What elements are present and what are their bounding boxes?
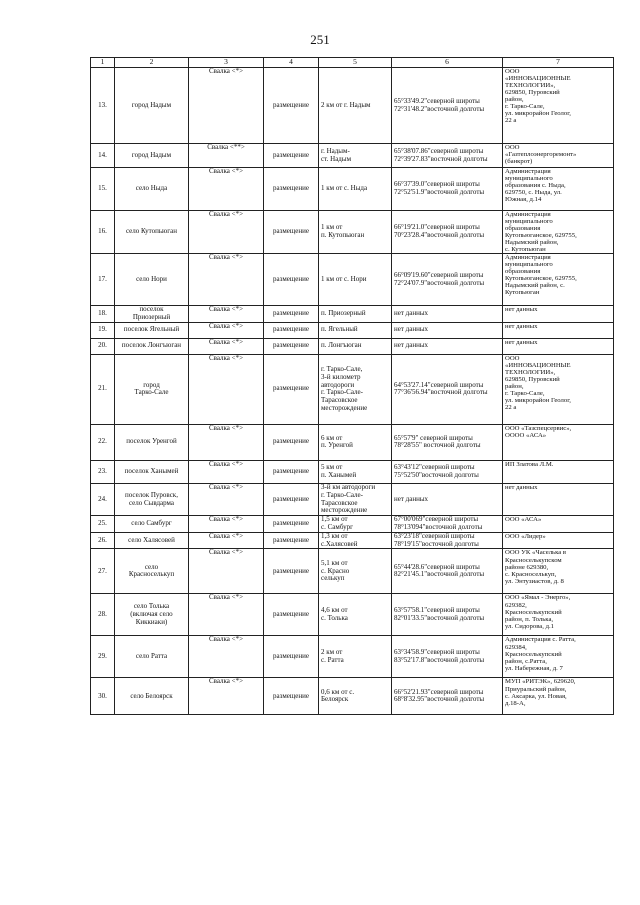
row-number-cell: 30. [91,678,115,715]
settlement-name-cell: село Красноселькуп [115,549,189,594]
purpose-cell: размещение [264,678,319,715]
operator-cell: ООО «Газтеплоэнергоремонт» (банкрот) [503,144,614,168]
location-cell: 0,6 км от с. Белоярск [319,678,392,715]
purpose-cell: размещение [264,211,319,254]
settlement-name-cell: город Надым [115,144,189,168]
settlement-name-cell: город Надым [115,68,189,144]
row-number-cell: 28. [91,594,115,636]
object-type-cell: Свалка <*> [189,532,264,549]
operator-cell: Администрация муниципального образования Кутопьюганское, 629755, Надымский район, с. Кутопьюган [503,254,614,306]
row-number-cell: 21. [91,354,115,424]
row-number-cell: 14. [91,144,115,168]
row-number-cell: 17. [91,254,115,306]
settlement-name-cell: село Ныда [115,168,189,211]
object-type-cell: Свалка <*> [189,636,264,678]
location-cell: 2 км от г. Надым [319,68,392,144]
operator-cell: нет данных [503,338,614,354]
table-row [91,516,614,533]
location-cell: п. Лонгъюган [319,338,392,354]
location-cell: 6 км от п. Уренгой [319,424,392,460]
col-header-4: 4 [264,58,319,68]
object-type-cell: Свалка <*> [189,306,264,323]
object-type-cell: Свалка <**> [189,144,264,168]
object-type-cell: Свалка <*> [189,211,264,254]
row-number-cell: 23. [91,460,115,483]
settlement-name-cell: село Халясовей [115,532,189,549]
header-row [91,58,614,68]
table-row [91,636,614,678]
location-cell: 5,1 км от с. Красно селькуп [319,549,392,594]
col-header-3: 3 [189,58,264,68]
col-header-7: 7 [503,58,614,68]
settlement-name-cell: село Нори [115,254,189,306]
table-row [91,594,614,636]
location-cell: г. Надым- ст. Надым [319,144,392,168]
table-row [91,354,614,424]
purpose-cell: размещение [264,636,319,678]
location-cell: 1 км от с. Ныда [319,168,392,211]
location-cell: 1,5 км от с. Самбург [319,516,392,533]
operator-cell: ООО «Лидер» [503,532,614,549]
table-row [91,168,614,211]
row-number-cell: 27. [91,549,115,594]
coordinates-cell: 63°57'58.1"северной широты 82°01'33.5"восточной долготы [392,594,503,636]
settlement-name-cell: село Ратта [115,636,189,678]
purpose-cell: размещение [264,516,319,533]
coordinates-cell: нет данных [392,338,503,354]
operator-cell: ООО «Тазспецсервис», ОООО «АСА» [503,424,614,460]
operator-cell: нет данных [503,306,614,323]
row-number-cell: 19. [91,322,115,338]
settlement-name-cell: поселок Ягельный [115,322,189,338]
coordinates-cell: 67°00'069"северной широты 78°13'094"восточной долготы [392,516,503,533]
settlement-name-cell: поселок Ханымей [115,460,189,483]
row-number-cell: 29. [91,636,115,678]
coordinates-cell: 65°57'9" северной широты 78°28'55" восточной долготы [392,424,503,460]
row-number-cell: 25. [91,516,115,533]
col-header-1: 1 [91,58,115,68]
purpose-cell: размещение [264,549,319,594]
row-number-cell: 18. [91,306,115,323]
settlement-name-cell: село Самбург [115,516,189,533]
operator-cell: нет данных [503,483,614,515]
purpose-cell: размещение [264,460,319,483]
coordinates-cell: 66°37'39.0"северной широты 72°52'51.9"восточной долготы [392,168,503,211]
operator-cell: Администрация муниципального образования Кутопьюганское, 629755, Надымский район, с. Кутопьюган [503,211,614,254]
row-number-cell: 26. [91,532,115,549]
table-row [91,322,614,338]
purpose-cell: размещение [264,424,319,460]
object-type-cell: Свалка <*> [189,424,264,460]
object-type-cell: Свалка <*> [189,338,264,354]
location-cell: п. Ягельный [319,322,392,338]
operator-cell: ИП Златова Л.М. [503,460,614,483]
coordinates-cell: 66°09'19.60"северной широты 72°24'07.9"восточной долготы [392,254,503,306]
settlement-name-cell: город Тарко-Сале [115,354,189,424]
row-number-cell: 16. [91,211,115,254]
table-row [91,532,614,549]
location-cell: г. Тарко-Сале, 3-й километр автодороги г. Тарко-Сале- Тарасовское месторождение [319,354,392,424]
col-header-6: 6 [392,58,503,68]
coordinates-cell: 64°53'27.14"северной широты 77°36'56.94"восточной долготы [392,354,503,424]
coordinates-cell: нет данных [392,306,503,323]
table-row [91,549,614,594]
operator-cell: ООО «ИННОВАЦИОННЫЕ ТЕХНОЛОГИИ», 629850, Пуровский район, г. Тарко-Сале, ул. микрорайон Геолог, 22 а [503,354,614,424]
operator-cell: ООО УК «Часелька в Красноселькупском районе 629380, с. Красноселькуп, ул. Энтузиастов, д. 8 [503,549,614,594]
table-row [91,338,614,354]
coordinates-cell: 63°43'12"северной широты 75°52'50"восточной долготы [392,460,503,483]
purpose-cell: размещение [264,144,319,168]
operator-cell: МУП «РИТЭК», 629620, Приуральский район, с. Аксарка, ул. Новая, д.18-А, [503,678,614,715]
purpose-cell: размещение [264,594,319,636]
location-cell: 5 км от п. Ханымей [319,460,392,483]
coordinates-cell: 63°34'58.9"северной широты 83°52'17.8"восточной долготы [392,636,503,678]
table-row [91,254,614,306]
operator-cell: Администрация с. Ратта, 629384, Красноселькупский район, с.Ратта, ул. Набережная, д. 7 [503,636,614,678]
table-row [91,68,614,144]
settlement-name-cell: село Толька (включая село Киккиаки) [115,594,189,636]
purpose-cell: размещение [264,254,319,306]
table-row [91,306,614,323]
purpose-cell: размещение [264,532,319,549]
settlement-name-cell: поселок Приозерный [115,306,189,323]
page-number: 251 [310,32,330,47]
table-row [91,211,614,254]
purpose-cell: размещение [264,338,319,354]
object-type-cell: Свалка <*> [189,594,264,636]
operator-cell: нет данных [503,322,614,338]
location-cell: 4,6 км от с. Толька [319,594,392,636]
settlement-name-cell: поселок Лонгъюган [115,338,189,354]
coordinates-cell: 65°38'07.86"северной широты 72°39'27.83"восточной долготы [392,144,503,168]
settlement-name-cell: село Белоярск [115,678,189,715]
purpose-cell: размещение [264,68,319,144]
settlement-name-cell: село Кутопьюган [115,211,189,254]
coordinates-cell: 65°33'49.2"северной широты 72°31'48.2"восточной долготы [392,68,503,144]
purpose-cell: размещение [264,483,319,515]
landfill-table [90,57,614,715]
settlement-name-cell: поселок Уренгой [115,424,189,460]
location-cell: п. Приозерный [319,306,392,323]
purpose-cell: размещение [264,354,319,424]
object-type-cell: Свалка <*> [189,254,264,306]
location-cell: 2 км от с. Ратта [319,636,392,678]
coordinates-cell: нет данных [392,483,503,515]
coordinates-cell: 63°23'18"северной широты 78°19'15"восточной долготы [392,532,503,549]
operator-cell: Администрация муниципального образования с. Ныда, 629750, с. Ныда, ул. Южная, д.14 [503,168,614,211]
row-number-cell: 24. [91,483,115,515]
operator-cell: ООО «ИННОВАЦИОННЫЕ ТЕХНОЛОГИИ», 629850, Пуровский район, г. Тарко-Сале, ул. микрорайон Геолог, 22 а [503,68,614,144]
row-number-cell: 22. [91,424,115,460]
object-type-cell: Свалка <*> [189,322,264,338]
object-type-cell: Свалка <*> [189,354,264,424]
coordinates-cell: 66°52'21.93"северной широты 68°8'32.95"восточной долготы [392,678,503,715]
row-number-cell: 15. [91,168,115,211]
coordinates-cell: 66°19'21.0"северной широты 70°23'28.4"восточной долготы [392,211,503,254]
object-type-cell: Свалка <*> [189,460,264,483]
coordinates-cell: нет данных [392,322,503,338]
table-row [91,424,614,460]
location-cell: 1,3 км от с.Халясовей [319,532,392,549]
object-type-cell: Свалка <*> [189,168,264,211]
table-row [91,144,614,168]
location-cell: 3-й км автодороги г. Тарко-Сале- Тарасовское месторождение [319,483,392,515]
location-cell: 1 км от с. Нори [319,254,392,306]
col-header-5: 5 [319,58,392,68]
purpose-cell: размещение [264,322,319,338]
location-cell: 1 км от п. Кутопьюган [319,211,392,254]
object-type-cell: Свалка <*> [189,68,264,144]
object-type-cell: Свалка <*> [189,483,264,515]
coordinates-cell: 65°44'28.6"северной широты 82°21'45.1"восточной долготы [392,549,503,594]
purpose-cell: размещение [264,168,319,211]
col-header-2: 2 [115,58,189,68]
row-number-cell: 13. [91,68,115,144]
settlement-name-cell: поселок Пуровск, село Сывдарма [115,483,189,515]
object-type-cell: Свалка <*> [189,549,264,594]
row-number-cell: 20. [91,338,115,354]
object-type-cell: Свалка <*> [189,678,264,715]
operator-cell: ООО «АСА» [503,516,614,533]
table-row [91,460,614,483]
table-row [91,483,614,515]
purpose-cell: размещение [264,306,319,323]
table-row [91,678,614,715]
operator-cell: ООО «Ямал - Энерго», 629382, Красноселькупский район, п. Толька, ул. Сидорова, д.1 [503,594,614,636]
object-type-cell: Свалка <*> [189,516,264,533]
